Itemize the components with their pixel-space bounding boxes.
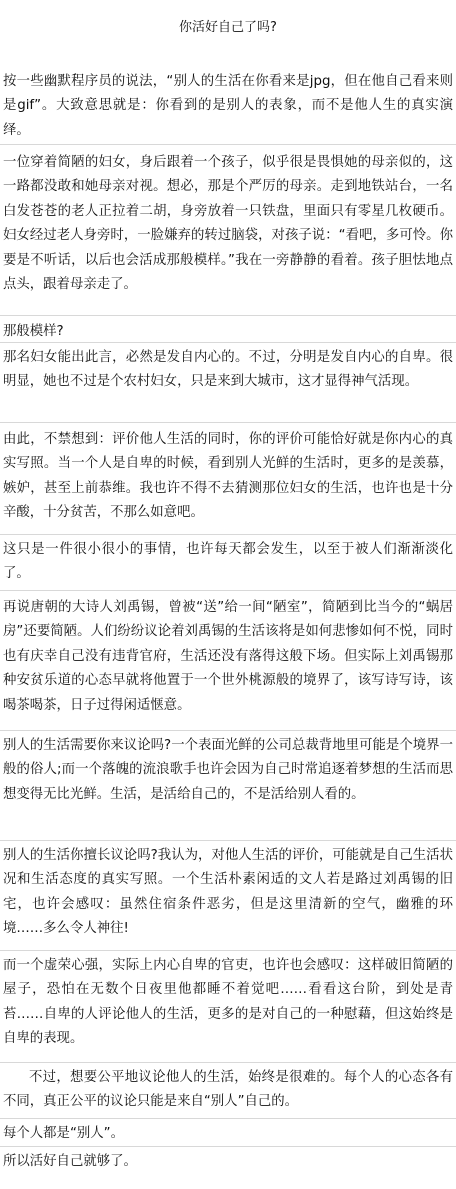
divider xyxy=(0,730,456,731)
article-title: 你活好自己了吗? xyxy=(179,20,277,35)
paragraph: 而一个虚荣心强，实际上内心自卑的官吏，也许也会感叹：这样破旧简陋的屋子，恐怕在无数个日夜里他都睡不着觉吧……看看这台阶，到处是青苔……自卑的人评论他人的生活，更多的是对自己的一种慰藉，但这始终是自卑的表现。 xyxy=(3,958,453,1047)
paragraph: 不过，想要公平地议论他人的生活，始终是很难的。每个人的心态各有不同，真正公平的议论只能是来自“别人”自己的。 xyxy=(3,1070,453,1110)
paragraph: 那名妇女能出此言，必然是发自内心的。不过，分明是发自内心的自卑。很明显，她也不过是个农村妇女，只是来到大城市，这才显得神气活现。 xyxy=(3,350,453,390)
paragraph: 再说唐朝的大诗人刘禹锡，曾被“送”给一间“陋室”，简陋到比当今的“蜗居房”还要简陋。人们纷纷议论着刘禹锡的生活该将是如何悲惨如何不悦，同时也有庆幸自己没有违背官府，生活还没有落得这般下场。但实际上刘禹锡那种安贫乐道的心态早就将他置于一个世外桃源般的境界了，该写诗写诗，该喝茶喝茶，日子过得闲适惬意。 xyxy=(3,600,453,713)
divider xyxy=(0,1062,456,1063)
divider xyxy=(0,950,456,951)
divider xyxy=(0,1146,456,1147)
divider xyxy=(0,342,456,343)
paragraph: 由此，不禁想到：评价他人生活的同时，你的评价可能恰好就是你内心的真实写照。当一个人是自卑的时候，看到别人光鲜的生活时，更多的是羡慕，嫉妒，甚至上前恭维。我也许不得不去猜测那位妇女的生活，也许也是十分辛酸，十分贫苦，不那么如意吧。 xyxy=(3,432,453,521)
paragraph: 所以活好自己就够了。 xyxy=(3,1154,137,1169)
paragraph: 那般模样? xyxy=(3,324,64,339)
divider xyxy=(0,1118,456,1119)
divider xyxy=(0,315,456,316)
divider xyxy=(0,422,456,423)
divider xyxy=(0,590,456,591)
divider xyxy=(0,534,456,535)
paragraph: 别人的生活需要你来议论吗?一个表面光鲜的公司总裁背地里可能是个境界一般的俗人;而一个落魄的流浪歌手也许会因为自己时常追逐着梦想的生活而思想变得无比光鲜。生活，是活给自己的，不是活给别人看的。 xyxy=(3,738,453,802)
paragraph: 一位穿着简陋的妇女，身后跟着一个孩子，似乎很是畏惧她的母亲似的，这一路都没敢和她母亲对视。想必，那是个严厉的母亲。走到地铁站台，一名白发苍苍的老人正拉着二胡，身旁放着一只铁盘，里面只有零星几枚硬币。妇女经过老人身旁时，一脸嫌弃的转过脑袋，对孩子说：“看吧，多可怜。你要是不听话，以后也会活成那般模样。”我在一旁静静的看着。孩子胆怯地点点头，跟着母亲走了。 xyxy=(3,155,453,293)
paragraph: 别人的生活你擅长议论吗?我认为，对他人生活的评价，可能就是自己生活状况和生活态度的真实写照。一个生活朴素闲适的文人若是路过刘禹锡的旧宅，也许会感叹：虽然住宿条件恶劣，但是这里清新的空气，幽雅的环境……多么令人神往! xyxy=(3,848,453,937)
paragraph: 按一些幽默程序员的说法，“别人的生活在你看来是jpg，但在他自己看来则是gif”。大致意思就是：你看到的是别人的表象，而不是他人生的真实演绎。 xyxy=(3,74,453,138)
paragraph: 每个人都是“别人”。 xyxy=(3,1126,124,1141)
divider xyxy=(0,840,456,841)
paragraph: 这只是一件很小很小的事情，也许每天都会发生，以至于被人们渐渐淡化了。 xyxy=(3,542,453,582)
divider xyxy=(0,144,456,145)
